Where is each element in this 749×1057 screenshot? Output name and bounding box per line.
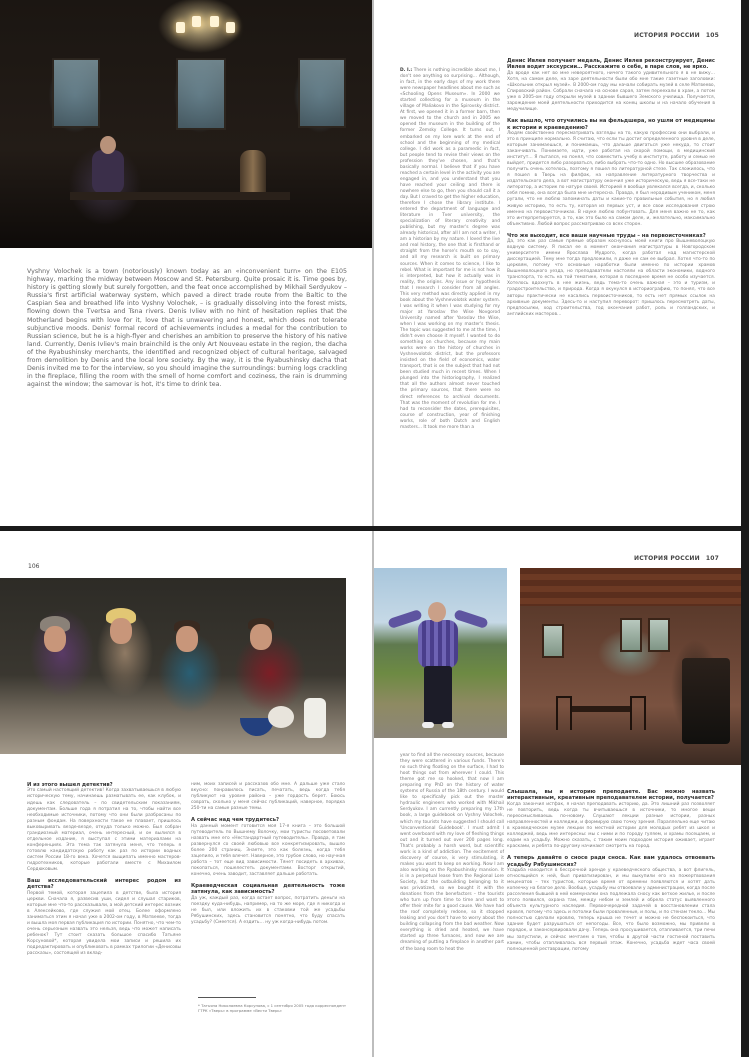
window — [620, 618, 642, 652]
footnote-rule — [198, 997, 256, 998]
english-text: There is nothing incredible about me, I don't see anything so surprising... Although, in fact, in the early days of my work there were newspaper headlines about me such as «Schooling Opens Museum». In 2000 we started collecting for a museum in the village of Maliakovo in the Spirovsky district. At first, we opened it in a former barn, then we moved to the church and in 2005 we opened the museum in the building of the former Zemsky College. It turns out, I embarked on my lore work at the end of school and the beginning of my medical college. I did work as a paramedic in fact, but people tend to revise their views on the profession they've chosen, and that's basically normal. I believe that if you have reached a certain level in the activity you are engaged in, and you understand that you have reached your ceiling and there is nowhere else to go, then you should call it a day. But I craved to get the higher education, therefore I chose the library institute. I entered the department of language and literature in Tver university, the specialization of literary creativity and publishing, but my master's degree was already historical, after all I am not a writer, I am a historian by my nature. I loved the live and real history, the one that is firsthand or straight from the horse's mouth so to say, and all my research is built on primary sources. When it comes to science, I like to rebel. What is important for me is not how it is interpreted, but how it actually was in reality, the origins. Any issue or hypothesis that I research I consider from all angles. This very method was directly applied in my book about the Vyshnevolotsk water system. I was writing it when I was studying for my major at Yaroslav the Wise Novgorod University named after Yaroslav the Wise, when I was working on my master's thesis. The topic was suggested to me at the time, I didn't even choose it myself. I wanted to do something on churches, because my main works were on the history of churches in Vyshnevolotsk district, but the professors insisted on the field of economics, water transport, that is on the subject that had not been studied much in recent times. When I plunged into the historiography, I realized that all the authors almost never touched the primary sources, that there were no direct references to archival documents. That was the moment of revolution for me. I had to reconsider the dates, prerequisites, course of construction, year of finishing works, role of both Dutch and English masters... It took me more than a — [400, 68, 500, 430]
page-106 — [0, 531, 372, 1057]
seated-man — [92, 150, 124, 194]
photo-man-in-field — [374, 568, 507, 738]
window-center — [176, 58, 226, 130]
section-title: ИСТОРИЯ РОССИИ — [633, 555, 700, 562]
question: Как вышло, что отучились вы на фельдшера, но ушли от медицины к истории и краеведению? — [507, 118, 715, 131]
page-105 — [374, 0, 741, 526]
window-right — [298, 58, 346, 128]
english-column — [400, 68, 500, 431]
seated-man-head — [100, 136, 116, 154]
photo-dacha-interior — [520, 568, 741, 765]
answer: Когда закончил истфак, я начал преподавать историю, да. Это лишний раз позволяет не повторить, ведь когда ты вчитываешься в источники, то многое вещи переосмысливаешь по-новому. Слушают лекции разные истории, разных направленностей и колледжи, и формирую свою точку зрения. Параллельно еще читаю в краеведческом музее лекции по местной истории для молодых ребят из школ и колледжей, ведь мне интересны: мы с ними и по городу гуляем, и храмы посещаем, и ездим на усадьбу. Можно сказать, с таким моим подходом история оживает, играет красками, и ребята по-другому начинают смотреть на город. — [507, 801, 715, 850]
question: Краеведческая социальная деятельность тоже затянула, как зависимость? — [191, 883, 345, 896]
table — [572, 706, 632, 712]
question: Денис Ивлев получает медаль, Денис Ивлев реконструирует, Денис Ивлев водит экскурсии… Расскажите о себе, в паре слов, не ярко. — [507, 58, 715, 71]
photo-four-men — [0, 578, 346, 754]
section-title: ИСТОРИЯ РОССИИ — [633, 32, 700, 39]
answer: Усадьба находится в бессрочной аренде у краеведческого общества, а вот флигель, относящийся к ней, был приватизирован, и мы выкупили его на пожертвования меценатов – тех туристов, которые время от времени появляются и хотят дать копеечку на благое дело. Вообще, усадьбу мы отвоевали у администрации, когда после расселения бывшей в ней коммуналки она подлежала сносу как ветхое жилье, и после этого появился, охрана там, между небом и землей и обрела статус выявленного объекта культурного наследия. Первоочередной задачей в восстановлении стала кровля, потому что здесь и потолки были проваленные, и полы, и по стенам текло… Мы полностью сделали кровлю, теперь крыша не течет и можно не беспокоиться, что здание будет разрушаться от непогоды. Все, что было возможно, мы привели в порядок, и законсервировали дачу. Теперь она просушивается, отапливается, три печи мы запустили, и сейчас мечтаем о том, чтобы в другой части гостиной поставить камин, чтобы отапливалась вся первый этаж. Конечно, усадьба ждет часа своей полноценной реставрации, потому — [507, 868, 715, 952]
footnote: * Татьяна Николаевна Корсунова, с 1 сентября 2005 года корреспондент ГТРК «Тверь» в программе «Вести Тверь» — [198, 1003, 347, 1014]
question: Ваш исследовательский интерес родом из детства? — [27, 878, 181, 891]
speaker-initials: D. I.: — [400, 68, 413, 73]
fireplace-icon — [682, 658, 730, 744]
question: А теперь давайте о сносе ради сноса. Как вам удалось отвоевать усадьбу Рябушинских? — [507, 855, 715, 868]
page-107 — [374, 531, 741, 1057]
window — [542, 624, 564, 658]
answer: Да, это как раз самые прямые образом коснулось моей книги про Вышневолоцкую водную систему. Я писал ее в момент окончания магистратуры в Новгородском университете имени Ярослава Мудрого, когда работал над магистерской диссертацией. Тему мне тогда предложили, я даже не сам ее выбрал. Хотел что-то по церквям, потому что основные наработки были именно по истории храмов Вышневолоцкого уезда, но преподаватели настояли на области экономики, водного транспорта, то есть на той тематике, которая в последнее время не особо изучается. Хотелось вдохнуть в нее жизнь, ведь тема-то очень важная – это и туризм, и градостроительство, и природа. Когда я окунулся в историографию, то понял, что все авторы практически не касались первоисточников, то есть нет прямых ссылок на архивные документы. Здесь-то и наступил переворот: пришлось пересмотреть даты, предпосылки, ход строительства, год окончания работ, роль и голландских, и английских мастеров… — [507, 239, 715, 317]
samovar-icon — [240, 150, 266, 196]
chair — [630, 696, 646, 730]
answer: Да уж, каждый раз, когда встает вопрос, потратить деньги на поездку куда-нибудь, например, на то же море, где я никогда и не был, или вложить их в стаковки той же усадьбы Рябушинских, здесь становится понятно, что буду спасать усадьбу? (Смеется). А ездить… ну уж когда-нибудь потом. — [191, 895, 345, 926]
answer: Да вроде как нет во мне невероятного, ничего такого удивительного я в не вижу… Хотя, на самом деле, на заре деятельности были обо мне такие газетные заголовки: «Школьник открыл музей». В 2000-ом году мы начали собирать музей в селе Матвеево, Спировский район. Собрали сначала на основе сарая, затем переехали в храм, а потом уже в 2005-ом году открыли музей в здании бывшего Земского училища. Получается, зарождение моей деятельности приходится на конец школы и на начало обучения в медучилище. — [507, 70, 715, 113]
photo-interior-samovar — [0, 0, 372, 248]
russian-column — [507, 789, 715, 953]
teapot-icon — [268, 706, 294, 728]
window-left — [52, 58, 100, 128]
answer: Людям свойственно пересматривать взгляды на то, какую профессию они выбрали, и это в принципе нормально. Я считаю, что если ты достиг определенного уровня в деле, которым занимаешься, и понимаешь, что дальше двигаться уже некуда, то стоит заканчивать. Понимаете, идти, уже работая на скорой помощи, в медицинский институт… Я пытался, но понял, что совместить учебу в институте, работу и семью не выйдет, придется либо разорваться, либо выбрать что-то одно. Но высшее образование получить очень хотелось, поэтому я пошел по литературной стезе. Так сложилось, что я пошел в Тверь на филфак, на направление литературного творчества и издательского дела, а вот магистратуру окончил уже историческую, ведь я все-таки не литератор, а историк по натуре своей. Историей я вообще увлекался всегда, и, сколько себя помню, она всегда была мне интересна. Правда, я был нерадивым учеником, меня ругали, что не люблю запоминать даты и какие-то правильные события, но я любил живую историю, то есть ту, которая из первых уст, и все свои исследования строю именно на первоисточниках. В науке люблю побунтовать. Для меня важно не то, как это интерпретируется, а то, как это было на самом деле, и, желательно, максимально объективно. Любой вопрос рассматриваю со всех сторон. — [507, 130, 715, 227]
question: А сейчас над чем трудитесь? — [191, 817, 280, 824]
page-number: 105 — [705, 32, 719, 39]
question: И из этого вышел детектив? — [27, 782, 113, 788]
lede-paragraph: Vyshny Volochek is a town (notoriously) known today as an «inconvenient turn» on the E105 highway, marking the midway between Moscow and St. Petersburg. Quite prosaic it is. Time goes by, history is getting slowly but surely forgotten, and the feat once accomplished by Mikhail Serdyukov – Russia's first artificial waterway system, which paved a direct trade route from the Baltic to the Caspian Sea and breathed life into Vyshny Volochek, – is gradually dissolving into the forest mists, flowing down the Tvertsa and Tsna rivers. Denis Ivliev with no hint of hesitation replies that the Motherland begins with love for it, love that is unwavering and honest, which does not tolerate subjunctive moods. Denis' formal record of achievements includes a medal for the contribution to Russian science, but he is a high-flyer and cherishes an ambition to preserve the history of his native land. Currently, Denis Ivliev's main brainchild is the only Art Nouveau estate in the region, the dacha of the Ryabushinsky merchants, the identified and recognized object of cultural heritage, salvaged from demolition by Denis and the local lore society. By the way, it is the Ryabushinsky dacha that Denis invited me to for the interview, so you should imagine the surroundings: burning logs crackling in the fireplace, filling the room with the smell of home comfort and coziness, the rain is drumming against the window; the samovar is hot, it's time to drink tea. — [27, 268, 347, 389]
face — [44, 626, 66, 652]
question: Что же выходит, все ваши научные труды – на первоисточниках? — [507, 232, 706, 239]
answer: Это самый настоящий детектив! Когда захватываешься в любую историческую тему, начинаешь разматывать ее, как клубок, и идешь как следователь – по свидетельским показаниям, документам. Больше года я потратил на то, чтобы найти все необходимые источники, потому что они были разбросаны по разным фондам. На поверхности такое не плавает, пришлось выковыривать везде-везде, откуда только можно. Был собран грандиозный материал, очень интересный, и он вылился в отдельное издание, я выступал с этими материалами на конференциях. Эта тема так затянула меня, что теперь я готовлю кандидатскую работу как раз по истории водных систем России 18-го века. Хочется выщипать именно мастеров-гидротехников, которые работали вместе с Михаилом Сердюковым. — [27, 788, 181, 873]
page-number: 106 — [28, 563, 40, 570]
answer: Первой темой, которая зацепила в детстве, была история церкви. Сначала я, развесив уши, сидел и слушал стариков, которые мне что-то рассказывали, а мой детский интерес возник в Алексейково, где служил мой отец. Более оформлено заниматься этим я начал уже в 2002-ом году, в Матвееве, тогда и вышла моя первая публикация по истории. Понятно, что чем-то очень серьезным назвать это нельзя, ведь что может написать ребенок? Тут стоит сказать большое спасибо Татьяне Корсуновой*, которая увидела мои записи и решила их подредактировать и опубликовать в рамках трилогии «Денисовы рассказы», состоящей из вклад- — [27, 890, 181, 957]
answer: На данный момент готовится моя 17-я книга – это большой путеводитель по Вышнему Волочку, мои туристы посоветовали назвать мне его «Нестандартный путеводитель». Правда, я там развернулся со своей любовью все конкретизировать, вышло более 200 страниц. Знаете, это как болезнь, когда тебя зацепило, и тебя влечет. Наверное, это грубое слово, но научная работа – тот еще вид зависимости. Тянет посидеть в архивах, покопаться, пошелестеть документами. Восторг открытий, конечно, очень заводит, заставляет дальше работать. — [191, 823, 345, 878]
standing-man — [374, 568, 507, 738]
running-head — [634, 555, 719, 562]
answer: ним, моих записей и рассказов обо мне. А дальше уже стало вкусно: понравилось писать, печатать, ведь когда тебя публикуют на уровне района – уже гордость берет. Боюсь соврать, сколько у меня сейчас публикаций, наверное, порядка 250-ти на самые разные темы. — [191, 782, 345, 812]
face — [176, 626, 198, 652]
chandelier-icon — [176, 14, 236, 42]
page-number: 107 — [705, 555, 719, 562]
window — [648, 618, 670, 652]
russian-column — [507, 58, 715, 318]
russian-column-1 — [27, 782, 181, 957]
chair — [556, 696, 572, 730]
face — [250, 624, 272, 650]
table — [70, 192, 290, 200]
face — [110, 618, 132, 644]
russian-column-2 — [191, 782, 345, 926]
english-column: year to find all the necessary sources, because they were scattered in various funds. There's no such thing floating on the surface, I had to hoot things out from wherever I could. This theme got me so hooked, that now I am preparing my PhD on the history of water systems of Russia of the 18th century. I would like to specifically pick out the master hydraulic engineers who worked with Mikhail Serdyukov. I am currently preparing my 17th book, a large guidebook on Vyshny Volochek, which my tourists have suggested I should call 'Unconventional Guidebook'. I must admit I went overboard with my love of fleshing things out and it turned out over 200 pages long. That's probably a harsh word, but scientific work is a kind of addiction. The excitement of discovery of course, is very stimulating, it makes you want to keep on working. Now I am also working on the Ryabushinsky mansion. It is in a perpetual lease from the Regional Lore Society, but the outbuilding belonging to it was privatized, so we bought it with the donations from the benefactors – the tourists who turn up from time to time and want to offer their mite for a good cause. We have had the roof completely redone, so it stopped leaking and you don't have to worry about the building collapsing from the bad weather. Now everything is dried and heated, we have started up three furnaces, and now we are dreaming of putting a fireplace in another part of the bang room to heat the — [400, 753, 504, 952]
running-head — [634, 32, 719, 39]
jug-icon — [304, 698, 326, 738]
question: Слышала, вы и историю преподаете. Вас можно назвать интерактивным, креативным преподавателем истории, получается? — [507, 789, 715, 802]
page-104 — [0, 0, 372, 526]
